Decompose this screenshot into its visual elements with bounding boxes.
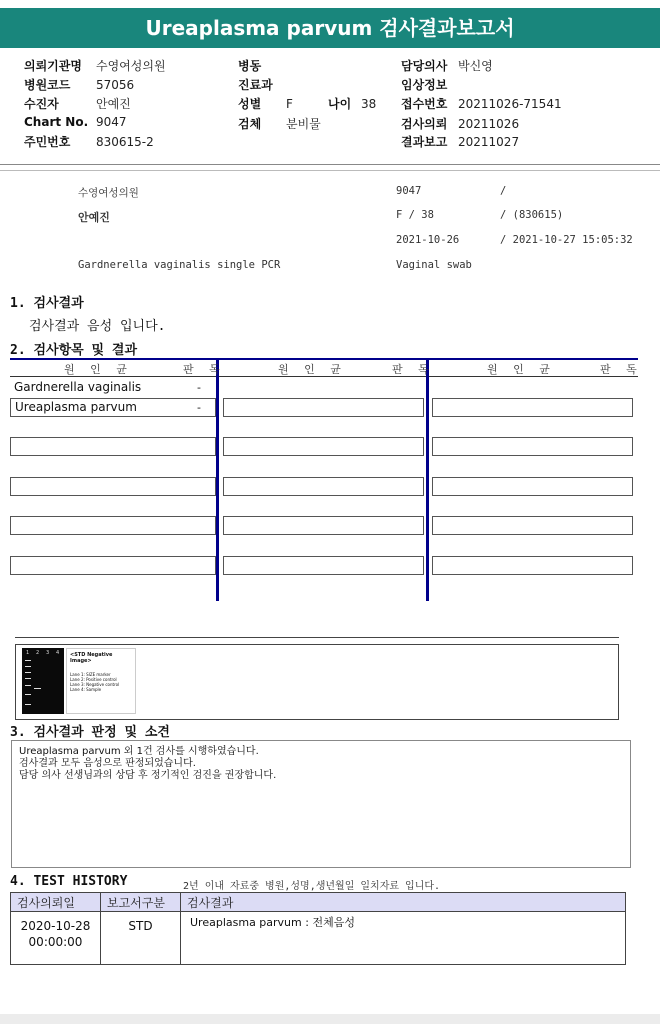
history-header-result: 검사결과 bbox=[181, 893, 626, 912]
history-table bbox=[10, 892, 626, 965]
lane-number: 1 bbox=[26, 650, 30, 656]
image-top-line bbox=[15, 637, 619, 638]
empty-cell bbox=[10, 516, 216, 535]
empty-cell bbox=[432, 556, 633, 575]
history-result: Ureaplasma parvum : 전체음성 bbox=[181, 912, 626, 965]
gel-band bbox=[25, 678, 31, 679]
info-hospital-code: 병원코드 57056 bbox=[24, 78, 135, 92]
info-clinical: 임상정보 bbox=[401, 78, 448, 92]
grid-judge-header-1: 판 독 bbox=[183, 363, 226, 376]
lane-number: 3 bbox=[46, 650, 50, 656]
gel-image bbox=[22, 648, 64, 714]
empty-cell bbox=[223, 477, 424, 496]
organism-name-1: Gardnerella vaginalis bbox=[14, 380, 142, 394]
gel-caption bbox=[66, 648, 136, 714]
lane-number: 2 bbox=[36, 650, 40, 656]
organism-name-2: Ureaplasma parvum bbox=[15, 400, 137, 414]
empty-cell bbox=[10, 477, 216, 496]
gel-band bbox=[25, 704, 31, 705]
grid-divider-1 bbox=[216, 358, 219, 601]
info-request-date: 검사의뢰 20211026 bbox=[401, 117, 520, 131]
empty-cell bbox=[432, 516, 633, 535]
history-type: STD bbox=[101, 912, 181, 965]
info-age: 나이 38 bbox=[328, 97, 377, 111]
info-department: 진료과 bbox=[238, 78, 273, 92]
empty-cell bbox=[223, 516, 424, 535]
history-time: 00:00:00 bbox=[28, 935, 83, 949]
grid-judge-header-2: 판 독 bbox=[392, 363, 435, 376]
history-date-cell bbox=[11, 912, 101, 965]
summary-date2: / 2021-10-27 15:05:32 bbox=[500, 234, 633, 246]
info-receipt-no: 접수번호 20211026-71541 bbox=[401, 97, 562, 111]
summary-id: / (830615) bbox=[500, 209, 564, 221]
empty-cell bbox=[223, 398, 424, 417]
summary-specimen: Vaginal swab bbox=[396, 259, 472, 271]
summary-date1: 2021-10-26 bbox=[396, 234, 460, 246]
section4-title: 4. TEST HISTORY bbox=[10, 874, 128, 889]
info-chart-no: Chart No. 9047 bbox=[24, 115, 127, 129]
empty-cell bbox=[10, 437, 216, 456]
empty-cell bbox=[432, 477, 633, 496]
history-header-type: 보고서구분 bbox=[101, 893, 181, 912]
info-ward: 병동 bbox=[238, 59, 262, 73]
gel-caption-title: <STD Negative Image> bbox=[70, 652, 113, 664]
grid-judge-header-3: 판 독 bbox=[600, 363, 643, 376]
info-sex: 성별 F bbox=[238, 97, 293, 111]
grid-divider-2 bbox=[426, 358, 429, 601]
table-row bbox=[11, 912, 626, 965]
footer-bar bbox=[0, 1014, 660, 1024]
grid-top-border bbox=[10, 358, 638, 360]
section1-title: 1. 검사결과 bbox=[10, 296, 84, 311]
lane-number: 4 bbox=[56, 650, 60, 656]
organism-result-1: - bbox=[197, 381, 201, 394]
info-report-date: 결과보고 20211027 bbox=[401, 135, 520, 149]
grid-col-header-3: 원 인 균 bbox=[487, 363, 556, 376]
info-doctor: 담당의사 박신영 bbox=[401, 59, 493, 73]
header-divider bbox=[0, 164, 660, 165]
info-patient: 수진자 안예진 bbox=[24, 97, 131, 111]
gel-caption-line: Lane 3: Negative control bbox=[70, 682, 120, 687]
history-date: 2020-10-28 bbox=[20, 919, 91, 933]
info-specimen: 검체 분비물 bbox=[238, 117, 321, 131]
history-note: 2년 이내 자료중 병원,성명,생년월일 일치자료 입니다. bbox=[183, 881, 441, 892]
gel-caption-line: Lane 4: Sample bbox=[70, 687, 102, 692]
summary-chart-sep: / bbox=[500, 185, 507, 197]
empty-cell bbox=[432, 437, 633, 456]
grid-col-header-2: 원 인 균 bbox=[278, 363, 347, 376]
empty-cell bbox=[10, 556, 216, 575]
info-resident-no: 주민번호 830615-2 bbox=[24, 135, 154, 149]
summary-patient: 안예진 bbox=[78, 211, 110, 224]
gel-band bbox=[25, 694, 31, 695]
empty-cell bbox=[223, 556, 424, 575]
gel-caption-line: Lane 1: SIZE marker bbox=[70, 672, 111, 677]
summary-test-name: Gardnerella vaginalis single PCR bbox=[78, 259, 281, 271]
section2-title: 2. 검사항목 및 결과 bbox=[10, 343, 138, 358]
info-hospital: 의뢰기관명 수영여성의원 bbox=[24, 59, 166, 73]
section3-title: 3. 검사결과 판정 및 소견 bbox=[10, 725, 170, 740]
gel-band bbox=[25, 685, 31, 686]
gel-band bbox=[25, 660, 31, 661]
opinion-box bbox=[11, 740, 631, 868]
opinion-line: 검사결과 모두 음성으로 판정되었습니다. bbox=[19, 758, 196, 769]
gel-band bbox=[25, 666, 31, 667]
grid-col-header-1: 원 인 균 bbox=[64, 363, 133, 376]
gel-band bbox=[34, 688, 41, 689]
summary-sex-age: F / 38 bbox=[396, 209, 434, 221]
gel-band bbox=[25, 672, 31, 673]
organism-result-2: - bbox=[197, 401, 201, 414]
header-divider-2 bbox=[0, 170, 660, 171]
summary-chart: 9047 bbox=[396, 185, 422, 197]
opinion-line: Ureaplasma parvum 외 1건 검사를 시행하였습니다. bbox=[19, 746, 259, 757]
gel-caption-line: Lane 2: Positive control bbox=[70, 677, 117, 682]
summary-hospital: 수영여성의원 bbox=[78, 187, 139, 199]
empty-cell bbox=[223, 437, 424, 456]
section1-result: 검사결과 음성 입니다. bbox=[29, 319, 166, 334]
report-title: Ureaplasma parvum 검사결과보고서 bbox=[0, 8, 660, 48]
organism-cell-2 bbox=[10, 398, 216, 417]
empty-cell bbox=[432, 398, 633, 417]
history-header-date: 검사의뢰일 bbox=[11, 893, 101, 912]
opinion-line: 담당 의사 선생님과의 상담 후 정기적인 검진을 권장합니다. bbox=[19, 770, 277, 781]
